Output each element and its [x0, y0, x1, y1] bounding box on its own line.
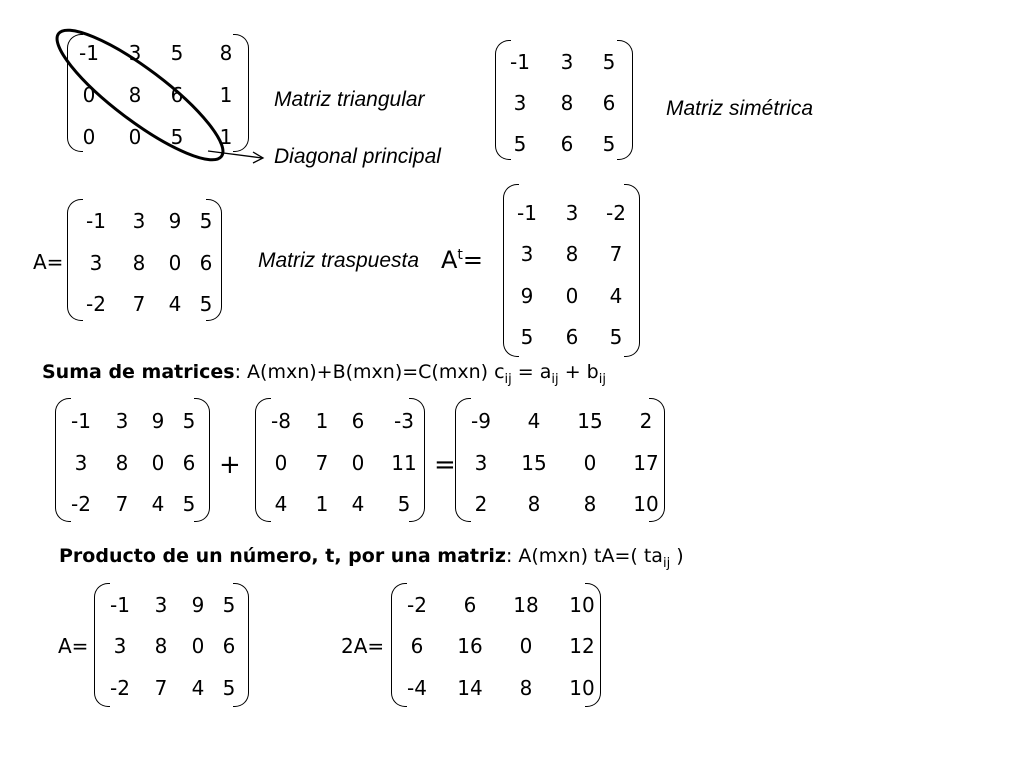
matrix-cell: 5 [170, 125, 184, 149]
matrix-cell: 6 [351, 409, 365, 433]
matrix-cell: 0 [82, 83, 96, 107]
matrix-cell: 8 [219, 41, 233, 65]
matrix-cell: -9 [471, 409, 491, 433]
matrix-cell: 8 [132, 251, 146, 275]
matrix-cell: 3 [520, 242, 534, 266]
matrix-cell: 4 [191, 676, 205, 700]
matrix-cell: 4 [609, 284, 623, 308]
matrix-cell: 1 [219, 83, 233, 107]
matrix-cell: 6 [602, 91, 616, 115]
suma-mid2: + b [558, 361, 599, 383]
producto-formula: : A(mxn) tA=( ta [505, 545, 663, 567]
matrix-cell: 9 [191, 593, 205, 617]
matrix-cell: 5 [397, 492, 411, 516]
label-2a-equals: 2A= [341, 634, 385, 658]
label-a-equals: A= [33, 250, 64, 274]
matrix-cell: 3 [513, 91, 527, 115]
matrix-cell: 4 [151, 492, 165, 516]
matrix-cell: 0 [519, 634, 533, 658]
label-diagonal: Diagonal principal [274, 145, 441, 168]
matrix-cell: 2 [474, 492, 488, 516]
matrix-cell: 0 [565, 284, 579, 308]
matrix-cell: 6 [565, 325, 579, 349]
matrix-cell: 3 [132, 209, 146, 233]
matrix-cell: 0 [274, 451, 288, 475]
label-traspuesta: Matriz traspuesta [258, 249, 420, 272]
matrix-cell: 9 [151, 409, 165, 433]
matrix-cell: 7 [609, 242, 623, 266]
producto-sub: ij [662, 555, 671, 571]
matrix-cell: 6 [170, 83, 184, 107]
matrix-cell: 10 [569, 593, 595, 617]
matrix-cell: -3 [394, 409, 414, 433]
matrix-cell: 4 [527, 409, 541, 433]
matrix-cell: -1 [79, 41, 99, 65]
matrix-cell: 3 [89, 251, 103, 275]
matrix-cell: -2 [407, 593, 427, 617]
matrix-cell: 7 [315, 451, 329, 475]
matrix-cell: 0 [82, 125, 96, 149]
matrix-cell: -2 [71, 492, 91, 516]
matrix-cell: 18 [513, 593, 539, 617]
matrix-cell: 16 [457, 634, 483, 658]
matrix-cell: 3 [115, 409, 129, 433]
matrix-cell: 15 [521, 451, 547, 475]
matrix-cell: 3 [113, 634, 127, 658]
matrix-cell: 8 [128, 83, 142, 107]
matrix-cell: 8 [154, 634, 168, 658]
matrix-cell: 0 [128, 125, 142, 149]
matrix-cell: 7 [154, 676, 168, 700]
matrix-cell: -2 [110, 676, 130, 700]
matrix-cell: 5 [602, 50, 616, 74]
matrix-cell: 5 [520, 325, 534, 349]
suma-title: Suma de matrices [42, 361, 235, 383]
at-equals: = [462, 246, 484, 274]
matrix-cell: 3 [128, 41, 142, 65]
matrix-cell: 4 [274, 492, 288, 516]
matrix-cell: 5 [199, 292, 213, 316]
producto-end: ) [670, 545, 684, 567]
matrix-cell: 0 [351, 451, 365, 475]
matrix-cell: -1 [517, 201, 537, 225]
matrix-cell: 10 [569, 676, 595, 700]
label-simetrica: Matriz simétrica [666, 97, 814, 120]
matrix-cell: 15 [577, 409, 603, 433]
matrix-cell: 6 [182, 451, 196, 475]
matrix-cell: 0 [191, 634, 205, 658]
matrix-cell: 1 [219, 125, 233, 149]
matrix-cell: -8 [271, 409, 291, 433]
plus-sign: + [219, 450, 241, 480]
matrix-cell: 3 [474, 451, 488, 475]
matrix-cell: -1 [510, 50, 530, 74]
suma-formula: : A(mxn)+B(mxn)=C(mxn) c [234, 361, 505, 383]
suma-mid: = a [511, 361, 552, 383]
matrix-cell: 7 [132, 292, 146, 316]
matrix-cell: -2 [606, 201, 626, 225]
matrix-cell: 5 [182, 409, 196, 433]
matrix-cell: 1 [315, 492, 329, 516]
matrix-cell: 6 [410, 634, 424, 658]
matrix-cell: 8 [565, 242, 579, 266]
producto-heading [59, 545, 684, 571]
diagonal-ellipse [43, 13, 237, 177]
matrix-cell: 3 [154, 593, 168, 617]
at-sup: t [457, 247, 463, 263]
matrix-cell: 6 [222, 634, 236, 658]
equals-sign: = [434, 450, 456, 480]
matrix-cell: 7 [115, 492, 129, 516]
matrix-cell: 3 [560, 50, 574, 74]
matrix-cell: -2 [86, 292, 106, 316]
matrix-cell: 9 [520, 284, 534, 308]
producto-title: Producto de un número, t, por una matriz [59, 545, 506, 567]
matrix-cell: 5 [222, 593, 236, 617]
label-triangular: Matriz triangular [274, 88, 425, 111]
matrix-cell: -1 [71, 409, 91, 433]
matrix-cell: 10 [633, 492, 659, 516]
matrix-cell: 3 [565, 201, 579, 225]
matrix-cell: 8 [527, 492, 541, 516]
matrix-cell: 1 [315, 409, 329, 433]
matrix-cell: 5 [602, 132, 616, 156]
matrix-cell: 9 [168, 209, 182, 233]
matrix-cell: 5 [609, 325, 623, 349]
at-base: A [441, 246, 458, 274]
matrix-cell: 6 [463, 593, 477, 617]
matrix-cell: 2 [639, 409, 653, 433]
matrix-cell: 6 [560, 132, 574, 156]
matrix-cell: 5 [513, 132, 527, 156]
matrix-cell: 11 [391, 451, 417, 475]
suma-sub-a: ij [551, 371, 559, 387]
matrix-cell: -1 [110, 593, 130, 617]
matrix-cell: 12 [569, 634, 595, 658]
matrix-cell: 8 [583, 492, 597, 516]
matrix-cell: -1 [86, 209, 106, 233]
label-prod-a-equals: A= [58, 634, 89, 658]
matrix-cell: 0 [583, 451, 597, 475]
matrix-cell: 14 [457, 676, 483, 700]
matrix-cell: 8 [115, 451, 129, 475]
matrix-cell: 6 [199, 251, 213, 275]
matrix-cell: 3 [74, 451, 88, 475]
matrix-cell: -4 [407, 676, 427, 700]
matrix-cell: 8 [519, 676, 533, 700]
matrix-cell: 17 [633, 451, 659, 475]
matrix-cell: 5 [222, 676, 236, 700]
matrix-cell: 0 [168, 251, 182, 275]
matrix-cell: 5 [182, 492, 196, 516]
matrix-cell: 5 [170, 41, 184, 65]
matrix-cell: 0 [151, 451, 165, 475]
matrix-cell: 8 [560, 91, 574, 115]
suma-sub-b: ij [598, 371, 606, 387]
suma-sub-c: ij [504, 371, 512, 387]
matrix-cell: 4 [168, 292, 182, 316]
matrix-cell: 4 [351, 492, 365, 516]
suma-heading [42, 361, 606, 387]
matrix-cell: 5 [199, 209, 213, 233]
label-a-transposed [441, 246, 483, 274]
